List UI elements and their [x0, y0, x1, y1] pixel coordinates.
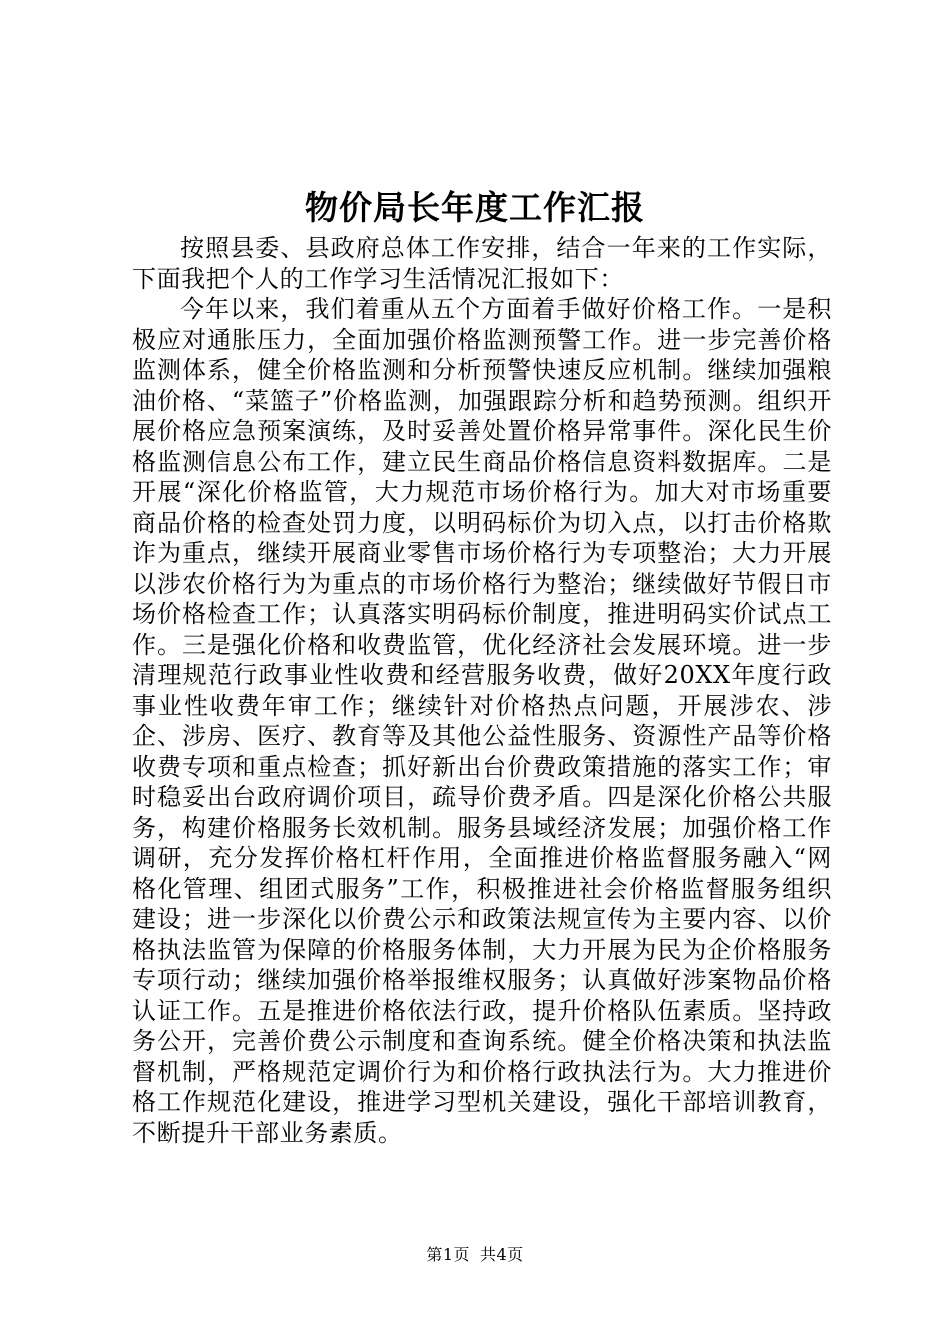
page-total: 共4页: [480, 1245, 524, 1264]
page-number: 第1页: [426, 1245, 470, 1264]
page-footer: [0, 1244, 950, 1266]
paragraph-main: 今年以来，我们着重从五个方面着手做好价格工作。一是积极应对通胀压力，全面加强价格监测预警工作。进一步完善价格监测体系，健全价格监测和分析预警快速反应机制。继续加强粮油价格、“菜篮子”价格监测，加强跟踪分析和趋势预测。组织开展价格应急预案演练，及时妥善处置价格异常事件。深化民生价格监测信息公布工作，建立民生商品价格信息资料数据库。二是开展“深化价格监管，大力规范市场价格行为。加大对市场重要商品价格的检查处罚力度，以明码标价为切入点，以打击价格欺诈为重点，继续开展商业零售市场价格行为专项整治；大力开展以涉农价格行为为重点的市场价格行为整治；继续做好节假日市场价格检查工作；认真落实明码标价制度，推进明码实价试点工作。三是强化价格和收费监管，优化经济社会发展环境。进一步清理规范行政事业性收费和经营服务收费，做好20XX年度行政事业性收费年审工作；继续针对价格热点问题，开展涉农、涉企、涉房、医疗、教育等及其他公益性服务、资源性产品等价格收费专项和重点检查；抓好新出台价费政策措施的落实工作；审时稳妥出台政府调价项目，疏导价费矛盾。四是深化价格公共服务，构建价格服务长效机制。服务县域经济发展；加强价格工作调研，充分发挥价格杠杆作用，全面推进价格监督服务融入“网格化管理、组团式服务”工作，积极推进社会价格监督服务组织建设；进一步深化以价费公示和政策法规宣传为主要内容、以价格执法监管为保障的价格服务体制，大力开展为民为企价格服务专项行动；继续加强价格举报维权服务；认真做好涉案物品价格认证工作。五是推进价格依法行政，提升价格队伍素质。坚持政务公开，完善价费公示制度和查询系统。健全价格决策和执法监督机制，严格规范定调价行为和价格行政执法行为。大力推进价格工作规范化建设，推进学习型机关建设，强化干部培训教育，不断提升干部业务素质。: [132, 295, 832, 1147]
paragraph-intro: 按照县委、县政府总体工作安排，结合一年来的工作实际，下面我把个人的工作学习生活情况汇报如下：: [132, 234, 832, 293]
document-body: [132, 233, 832, 1148]
document-title: 物价局长年度工作汇报: [305, 188, 645, 227]
